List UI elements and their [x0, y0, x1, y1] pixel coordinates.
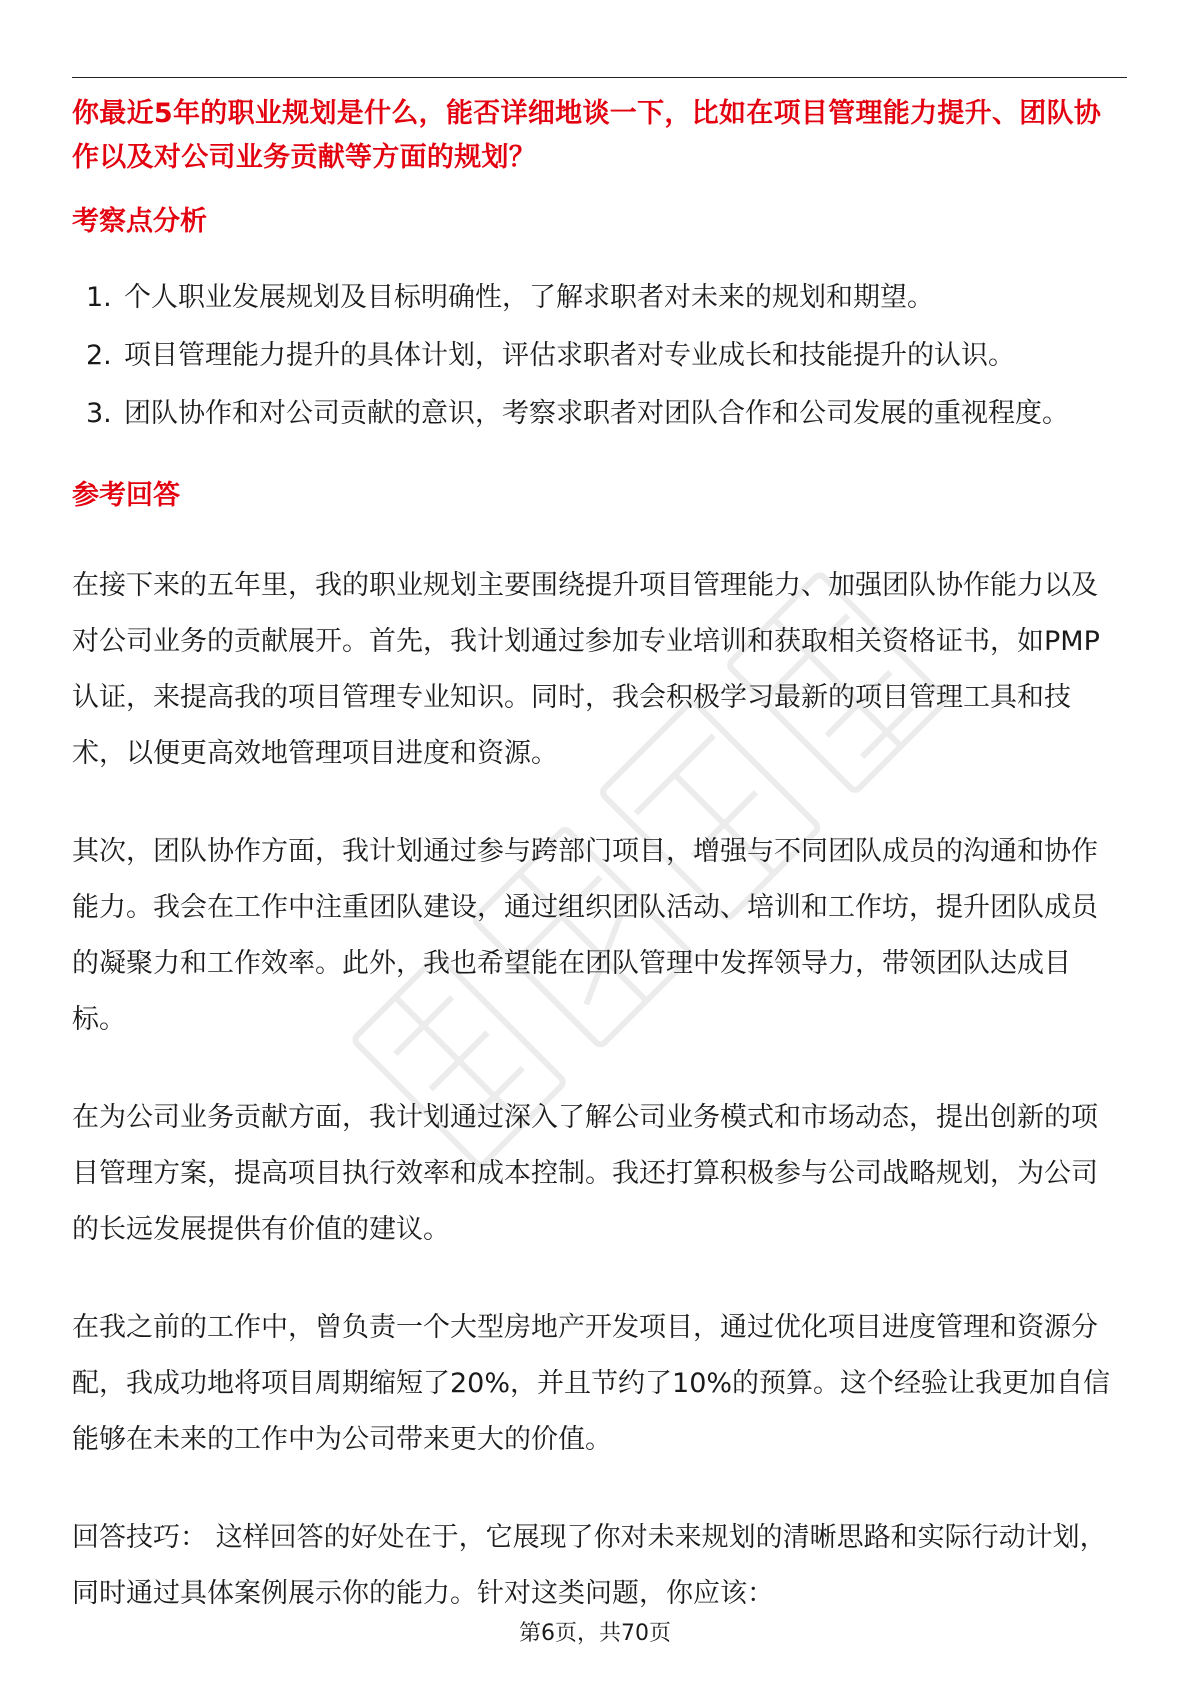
answer-paragraph: 在接下来的五年里，我的职业规划主要围绕提升项目管理能力、加强团队协作能力以及对公司业务的贡献展开。首先，我计划通过参加专业培训和获取相关资格证书，如PMP认证，来提高我的项目管理专业知识。同时，我会积极学习最新的项目管理工具和技术，以便更高效地管理项目进度和资源。	[72, 570, 1100, 769]
answer-tips-paragraph: 回答技巧： 这样回答的好处在于，它展现了你对未来规划的清晰思路和实际行动计划，同时通过具体案例展示你的能力。针对这类问题，你应该：	[72, 1522, 1107, 1609]
header-rule	[72, 77, 1127, 78]
point-number: 3.	[86, 398, 112, 429]
answer-paragraph: 在为公司业务贡献方面，我计划通过深入了解公司业务模式和市场动态，提出创新的项目管理方案，提高项目执行效率和成本控制。我还打算积极参与公司战略规划，为公司的长远发展提供有价值的建议。	[72, 1102, 1098, 1245]
answer-paragraph: 在我之前的工作中，曾负责一个大型房地产开发项目，通过优化项目进度管理和资源分配，我成功地将项目周期缩短了20%，并且节约了10%的预算。这个经验让我更加自信能够在未来的工作中为公司带来更大的价值。	[72, 1312, 1111, 1455]
point-text: 团队协作和对公司贡献的意识，考察求职者对团队合作和公司发展的重视程度。	[124, 398, 1069, 429]
interview-question: 你最近5年的职业规划是什么，能否详细地谈一下，比如在项目管理能力提升、团队协作以及对公司业务贡献等方面的规划？	[72, 98, 1102, 173]
point-text: 项目管理能力提升的具体计划，评估求职者对专业成长和技能提升的认识。	[124, 340, 1015, 371]
answer-heading: 参考回答	[72, 480, 180, 511]
analysis-point	[72, 386, 1122, 442]
point-number: 1.	[86, 282, 112, 313]
analysis-point	[72, 270, 1122, 326]
analysis-heading: 考察点分析	[72, 206, 207, 237]
answer-paragraph: 其次，团队协作方面，我计划通过参与跨部门项目，增强与不同团队成员的沟通和协作能力。我会在工作中注重团队建设，通过组织团队活动、培训和工作坊，提升团队成员的凝聚力和工作效率。此外，我也希望能在团队管理中发挥领导力，带领团队达成目标。	[72, 836, 1098, 1035]
point-number: 2.	[86, 340, 112, 371]
analysis-points	[72, 270, 1122, 442]
point-text: 个人职业发展规划及目标明确性，了解求职者对未来的规划和期望。	[124, 282, 934, 313]
analysis-point	[72, 328, 1122, 384]
page-indicator: 第6页，共70页	[519, 1621, 671, 1646]
page-content	[72, 92, 1122, 1622]
